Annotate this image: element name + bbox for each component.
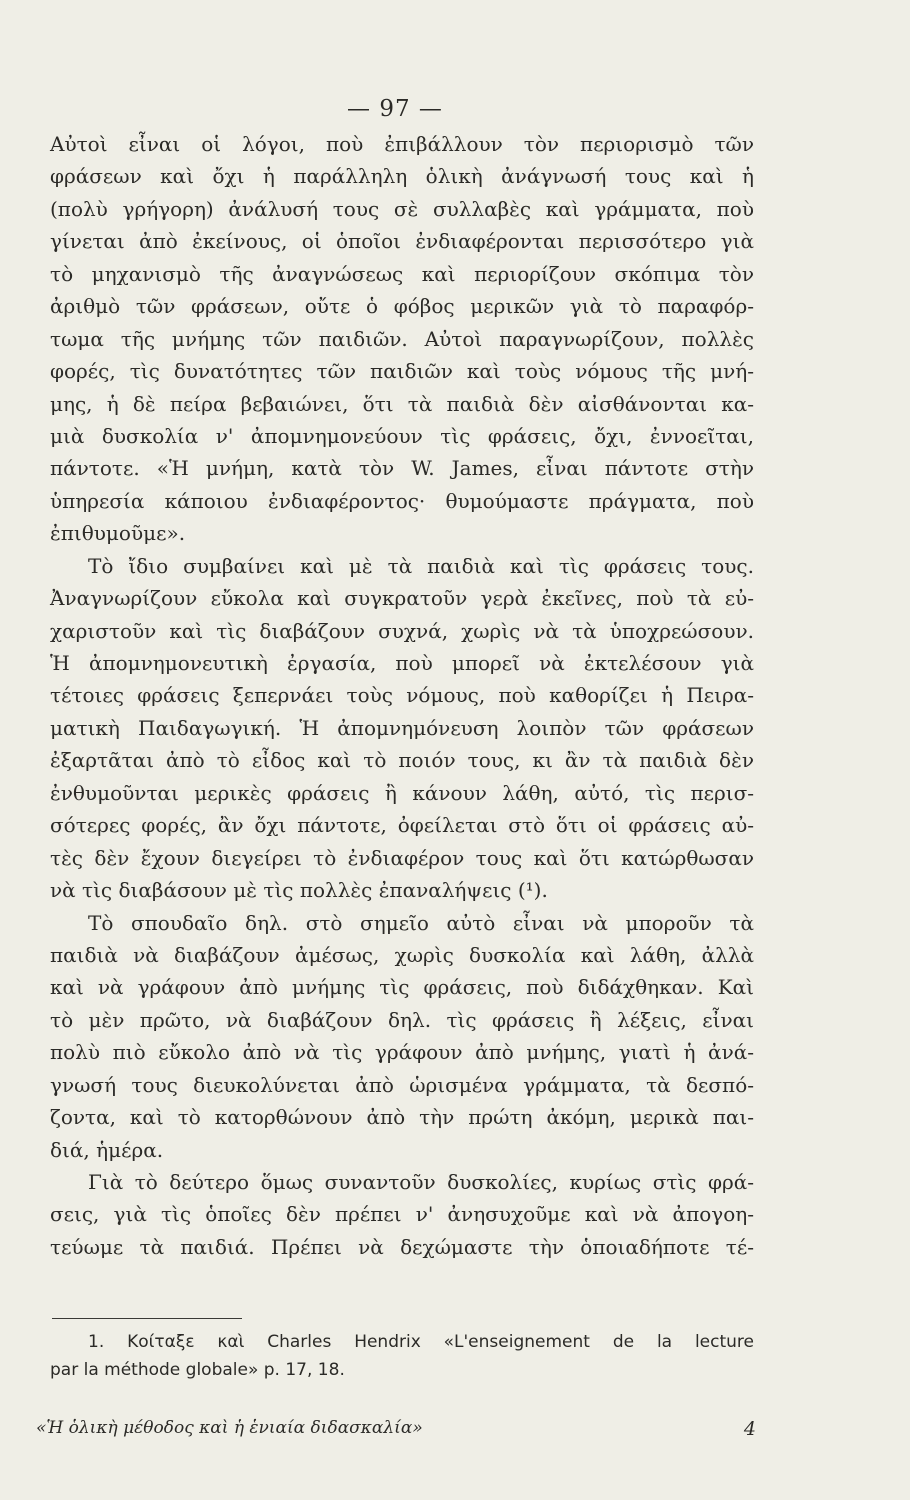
text-line: πάντοτε. «Ἡ μνήμη, κατὰ τὸν W. James, εἶναι πάντοτε στὴν bbox=[50, 456, 754, 481]
text-line: διά, ἡμέρα. bbox=[50, 1137, 164, 1162]
page-number: — 97 — bbox=[347, 96, 443, 122]
text-line: γνωσή τους διευκολύνεται ἀπὸ ὡρισμένα γράμματα, τὰ δεσπό- bbox=[50, 1072, 754, 1097]
text-line: τέτοιες φράσεις ξεπερνάει τοὺς νόμους, ποὺ καθορίζει ἡ Πειρα- bbox=[50, 683, 754, 708]
footer-book-title: «Ἡ ὁλικὴ μέθοδος καὶ ἡ ἑνιαία διδασκαλία» bbox=[36, 1418, 423, 1438]
text-line: φράσεων καὶ ὄχι ἡ παράλληλη ὁλικὴ ἀνάγνωσή τους καὶ ἡ bbox=[50, 164, 754, 189]
footnote bbox=[50, 1328, 754, 1384]
text-line: ἐπιθυμοῦμε». bbox=[50, 521, 186, 546]
text-line: (πολὺ γρήγορη) ἀνάλυσή τους σὲ συλλαβὲς καὶ γράμματα, ποὺ bbox=[50, 196, 754, 221]
text-line: καὶ νὰ γράφουν ἀπὸ μνήμης τὶς φράσεις, ποὺ διδάχθηκαν. Καὶ bbox=[50, 975, 754, 1000]
text-line: ἐνθυμοῦνται μερικὲς φράσεις ἢ κάνουν λάθη, αὐτό, τὶς περισ- bbox=[50, 780, 754, 805]
text-line: παιδιὰ νὰ διαβάζουν ἀμέσως, χωρὶς δυσκολία καὶ λάθη, ἀλλὰ bbox=[50, 942, 754, 967]
text-line: Τὸ σπουδαῖο δηλ. στὸ σημεῖο αὐτὸ εἶναι νὰ μποροῦν τὰ bbox=[88, 910, 754, 935]
text-line: σότερες φορές, ἂν ὄχι πάντοτε, ὀφείλεται στὸ ὅτι οἱ φράσεις αὐ- bbox=[50, 813, 754, 838]
text-line: Αὐτοὶ εἶναι οἱ λόγοι, ποὺ ἐπιβάλλουν τὸν περιορισμὸ τῶν bbox=[50, 132, 754, 156]
text-line: ὑπηρεσία κάποιου ἐνδιαφέροντος· θυμούμαστε πράγματα, ποὺ bbox=[50, 488, 754, 513]
text-line: γίνεται ἀπὸ ἐκείνους, οἱ ὁποῖοι ἐνδιαφέρονται περισσότερο γιὰ bbox=[50, 229, 754, 254]
text-line: Ἀναγνωρίζουν εὔκολα καὶ συγκρατοῦν γερὰ ἐκεῖνες, ποὺ τὰ εὐ- bbox=[50, 586, 754, 611]
text-line: ζοντα, καὶ τὸ κατορθώνουν ἀπὸ τὴν πρώτη ἀκόμη, μερικὰ παι- bbox=[50, 1105, 754, 1130]
text-line: σεις, γιὰ τὶς ὁποῖες δὲν πρέπει ν' ἀνησυχοῦμε καὶ νὰ ἀπογοη- bbox=[50, 1202, 754, 1227]
text-line: ἐξαρτᾶται ἀπὸ τὸ εἶδος καὶ τὸ ποιόν τους, κι ἂν τὰ παιδιὰ δὲν bbox=[50, 748, 754, 773]
text-line: τὸ μὲν πρῶτο, νὰ διαβάζουν δηλ. τὶς φράσεις ἢ λέξεις, εἶναι bbox=[50, 1007, 754, 1032]
text-line: Ἡ ἀπομνημονευτικὴ ἐργασία, ποὺ μπορεῖ νὰ ἐκτελέσουν γιὰ bbox=[50, 651, 754, 675]
text-line: μης, ἡ δὲ πείρα βεβαιώνει, ὅτι τὰ παιδιὰ δὲν αἰσθάνονται κα- bbox=[50, 391, 754, 416]
text-line: τὲς δὲν ἔχουν διεγείρει τὸ ἐνδιαφέρον τους καὶ ὅτι κατώρθωσαν bbox=[50, 845, 754, 870]
text-line: πολὺ πιὸ εὔκολο ἀπὸ νὰ τὶς γράφουν ἀπὸ μνήμης, γιατὶ ἡ ἀνά- bbox=[50, 1040, 754, 1065]
text-line: νὰ τὶς διαβάσουν μὲ τὶς πολλὲς ἐπαναλήψεις (¹). bbox=[50, 878, 548, 903]
text-line: φορές, τὶς δυνατότητες τῶν παιδιῶν καὶ τοὺς νόμους τῆς μνή- bbox=[50, 359, 754, 384]
text-line: τωμα τῆς μνήμης τῶν παιδιῶν. Αὐτοὶ παραγνωρίζουν, πολλὲς bbox=[50, 326, 754, 351]
footnote-line: par la méthode globale» p. 17, 18. bbox=[50, 1360, 345, 1380]
text-line: ἀριθμὸ τῶν φράσεων, οὔτε ὁ φόβος μερικῶν γιὰ τὸ παραφόρ- bbox=[50, 294, 754, 319]
footer-signature-mark: 4 bbox=[743, 1418, 756, 1440]
text-line: χαριστοῦν καὶ τὶς διαβάζουν συχνά, χωρὶς νὰ τὰ ὑποχρεώσουν. bbox=[50, 618, 754, 643]
text-line: μιὰ δυσκολία ν' ἀπομνημονεύουν τὶς φράσεις, ὄχι, ἐννοεῖται, bbox=[50, 423, 754, 448]
footnote-line: 1. Κοίταξε καὶ Charles Hendrix «L'enseignement de la lecture bbox=[88, 1332, 754, 1352]
body-text bbox=[50, 128, 754, 1263]
text-line: Γιὰ τὸ δεύτερο ὅμως συναντοῦν δυσκολίες, κυρίως στὶς φρά- bbox=[88, 1170, 754, 1194]
text-line: Τὸ ἴδιο συμβαίνει καὶ μὲ τὰ παιδιὰ καὶ τὶς φράσεις τους. bbox=[88, 553, 754, 578]
footnote-divider bbox=[52, 1318, 242, 1319]
text-line: τεύωμε τὰ παιδιά. Πρέπει νὰ δεχώμαστε τὴν ὁποιαδήποτε τέ- bbox=[50, 1234, 754, 1259]
text-line: ματικὴ Παιδαγωγική. Ἡ ἀπομνημόνευση λοιπὸν τῶν φράσεων bbox=[50, 715, 754, 740]
text-line: τὸ μηχανισμὸ τῆς ἀναγνώσεως καὶ περιορίζουν σκόπιμα τὸν bbox=[50, 261, 754, 286]
